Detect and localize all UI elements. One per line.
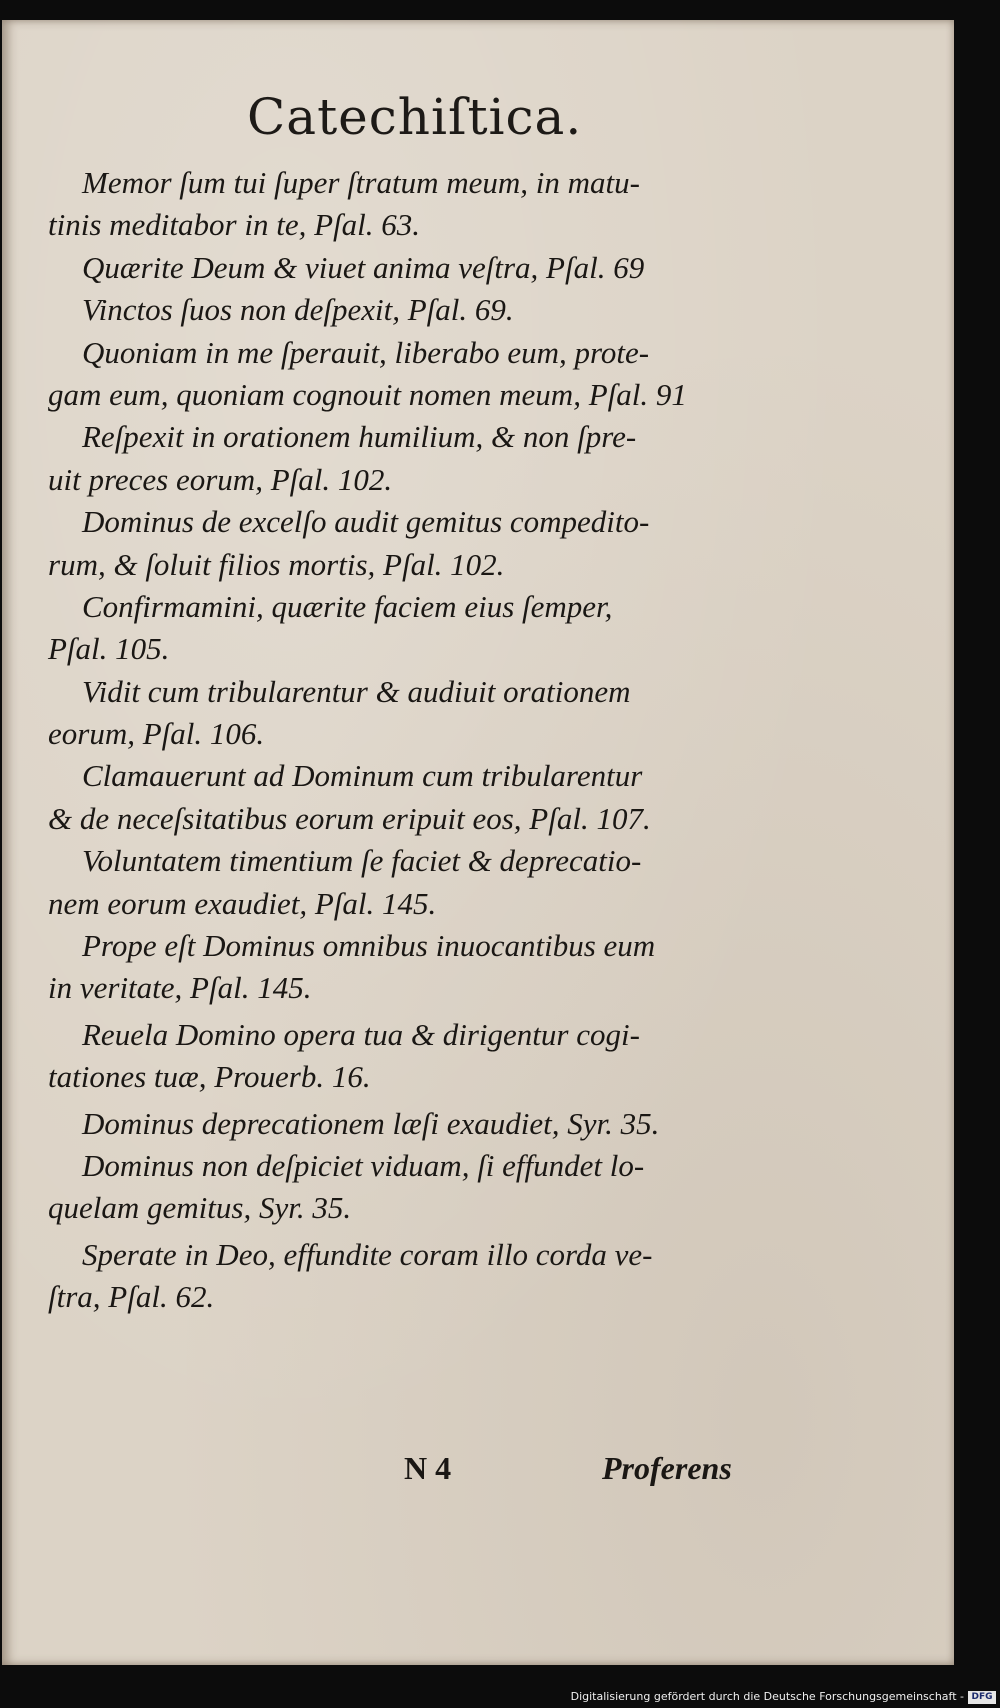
digitization-credit-bar — [0, 1688, 1000, 1708]
signature-mark: N 4 — [404, 1450, 452, 1486]
text-line: Vinctos ſuos non deſpexit, Pſal. 69. — [82, 292, 514, 328]
text-line: nem eorum exaudiet, Pſal. 145. — [48, 885, 437, 921]
text-line: gam eum, quoniam cognouit nomen meum, Pſal. 91 — [48, 376, 687, 412]
text-line: ſtra, Pſal. 62. — [48, 1279, 215, 1315]
text-line: rum, & ſoluit filios mortis, Pſal. 102. — [48, 546, 505, 582]
text-line: Pſal. 105. — [48, 631, 170, 667]
catchword: Proferens — [602, 1450, 732, 1486]
text-line: Sperate in Deo, effundite coram illo corda ve- — [82, 1236, 653, 1272]
text-line: Dominus non deſpiciet viduam, ſi effundet lo- — [82, 1147, 645, 1183]
text-line: & de neceſsitatibus eorum eripuit eos, Pſal. 107. — [48, 800, 651, 836]
text-line: tinis meditabor in te, Pſal. 63. — [48, 207, 420, 243]
text-line: Prope eſt Dominus omnibus inuocantibus eum — [82, 928, 656, 964]
text-line: Reſpexit in orationem humilium, & non ſpre- — [82, 419, 637, 455]
book-page — [2, 20, 954, 1665]
text-line: Memor ſum tui ſuper ſtratum meum, in matu- — [82, 165, 640, 200]
text-line: Dominus deprecationem læſi exaudiet, Syr. 35. — [82, 1105, 660, 1141]
text-line: Clamauerunt ad Dominum cum tribularentur — [82, 758, 643, 794]
dfg-logo-icon: DFG — [968, 1691, 996, 1704]
text-line: tationes tuæ, Prouerb. 16. — [48, 1059, 371, 1095]
running-head: Catechiſtica. — [247, 88, 583, 146]
text-line: eorum, Pſal. 106. — [48, 716, 265, 752]
body-text — [48, 162, 748, 1319]
text-line: Voluntatem timentium ſe faciet & deprecatio- — [82, 843, 642, 879]
text-line: Confirmamini, quærite faciem eius ſemper, — [82, 588, 613, 624]
credit-text: Digitalisierung gefördert durch die Deutsche Forschungsgemeinschaft - — [570, 1690, 964, 1703]
text-line: quelam gemitus, Syr. 35. — [48, 1190, 352, 1226]
page-footer-marks — [2, 1450, 954, 1500]
text-line: Reuela Domino opera tua & dirigentur cogi- — [82, 1016, 640, 1052]
text-line: Quoniam in me ſperauit, liberabo eum, prote- — [82, 334, 650, 370]
text-line: in veritate, Pſal. 145. — [48, 970, 312, 1006]
text-line: Vidit cum tribularentur & audiuit orationem — [82, 673, 631, 709]
text-line: Dominus de excelſo audit gemitus compedito- — [82, 504, 650, 540]
text-line: uit preces eorum, Pſal. 102. — [48, 461, 393, 497]
text-line: Quærite Deum & viuet anima veſtra, Pſal. 69 — [82, 249, 645, 285]
